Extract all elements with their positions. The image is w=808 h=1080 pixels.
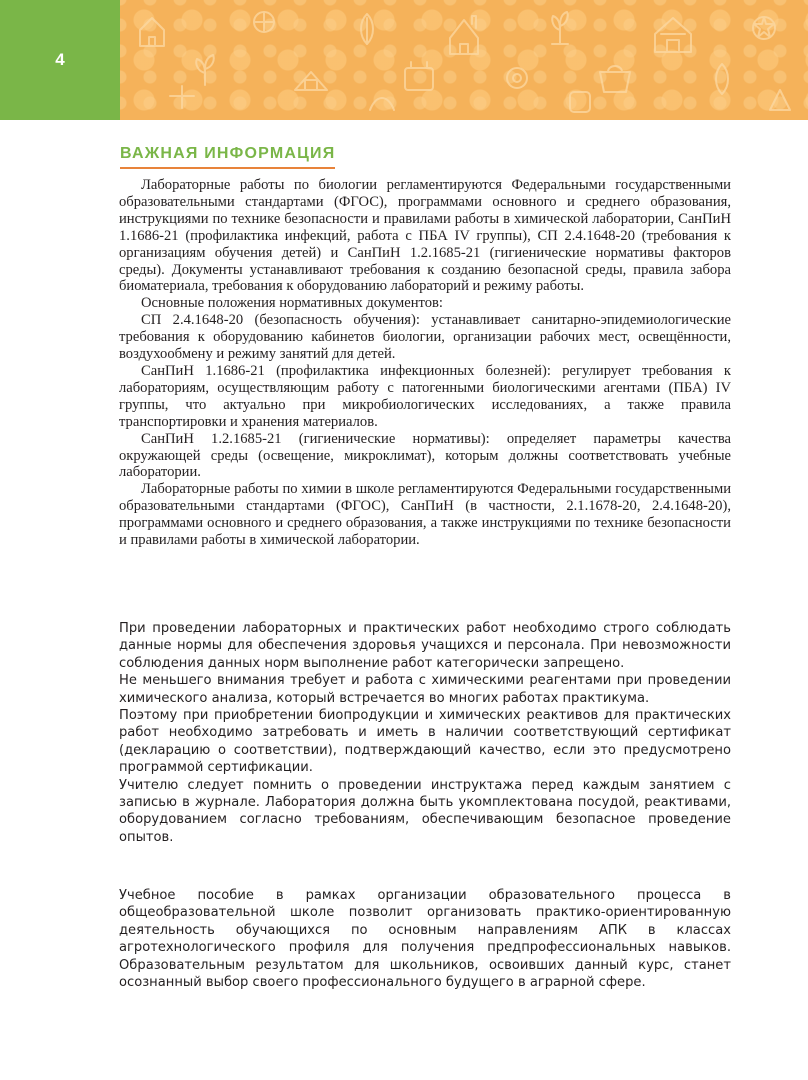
- paragraph: Лабораторные работы по химии в школе регламентируются Федеральными государственными образовательными стандартами (ФГОС), СанПиН (в частности, 2.1.1678-20, 2.4.1648-20), программами основного и среднего образования, а также инструкциями по технике безопасности и правилами работы в химической лаборатории.: [119, 481, 731, 549]
- paragraph: СанПиН 1.1686-21 (профилактика инфекционных болезней): регулирует требования к лабораториям, осуществляющим работу с патогенными биологическими агентами (ПБА) IV группы, что актуально при микробиологических исследованиях, а также правила транспортировки и хранения материалов.: [119, 362, 731, 430]
- section-heading: ВАЖНАЯ ИНФОРМАЦИЯ: [120, 145, 335, 169]
- header-band: [0, 0, 808, 120]
- note-paragraph: Не меньшего внимания требует и работа с химическими реагентами при проведении химического анализа, который встречается во многих работах практикума.: [119, 673, 731, 706]
- agro-pattern-icon: [120, 0, 808, 120]
- safety-notes: [119, 620, 731, 846]
- paragraph: СП 2.4.1648-20 (безопасность обучения): устанавливает санитарно-эпидемиологические требования к оборудованию кабинетов биологии, организации рабочих мест, освещённости, воздухообмену и режиму занятий для детей.: [119, 312, 731, 363]
- summary-paragraph: Учебное пособие в рамках организации образовательного процесса в общеобразовательной школе позволит организовать практико-ориентированную деятельность обучающихся по основным направлениям АПК в классах агротехнологического профиля для получения предпрофессиональных навыков. Образовательным результатом для школьников, освоивших данный курс, станет осознанный выбор своего профессионального будущего в аграрной сфере.: [119, 888, 731, 991]
- paragraph: Лабораторные работы по биологии регламентируются Федеральными государственными образовательными стандартами (ФГОС), программами основного и среднего образования, инструкциями по технике безопасности и правилами работы в химической лаборатории, СанПиН 1.1686-21 (профилактика инфекций, работа с ПБА IV группы), СП 2.4.1648-20 (требования к организациям обучения детей) и СанПиН 1.2.1685-21 (гигиенические нормативы факторов среды). Документы устанавливают требования к созданию безопасной среды, правила забора биоматериала, требования к оборудованию лабораторий и режиму работы.: [119, 177, 731, 295]
- note-paragraph: Поэтому при приобретении биопродукции и химических реактивов для практических работ необходимо затребовать и иметь в наличии соответствующий сертификат (декларацию о соответствии), подтверждающий качество, если это предусмотрено программой сертификации.: [119, 708, 731, 776]
- regulations-text: [119, 177, 731, 549]
- paragraph: СанПиН 1.2.1685-21 (гигиенические нормативы): определяет параметры качества окружающей среды (освещение, микроклимат), которым должны соответствовать учебные лаборатории.: [119, 430, 731, 481]
- course-summary: [119, 887, 731, 991]
- note-paragraph: При проведении лабораторных и практических работ необходимо строго соблюдать данные нормы для обеспечения здоровья учащихся и персонала. При невозможности соблюдения данных норм выполнение работ категорически запрещено.: [119, 621, 731, 671]
- note-paragraph: Учителю следует помнить о проведении инструктажа перед каждым занятием с записью в журнале. Лаборатория должна быть укомплектована посудой, реактивами, оборудованием согласно требованиям, обеспечивающим безопасное проведение опытов.: [119, 777, 731, 845]
- paragraph: Основные положения нормативных документов:: [141, 295, 443, 312]
- page-number: 4: [0, 0, 120, 120]
